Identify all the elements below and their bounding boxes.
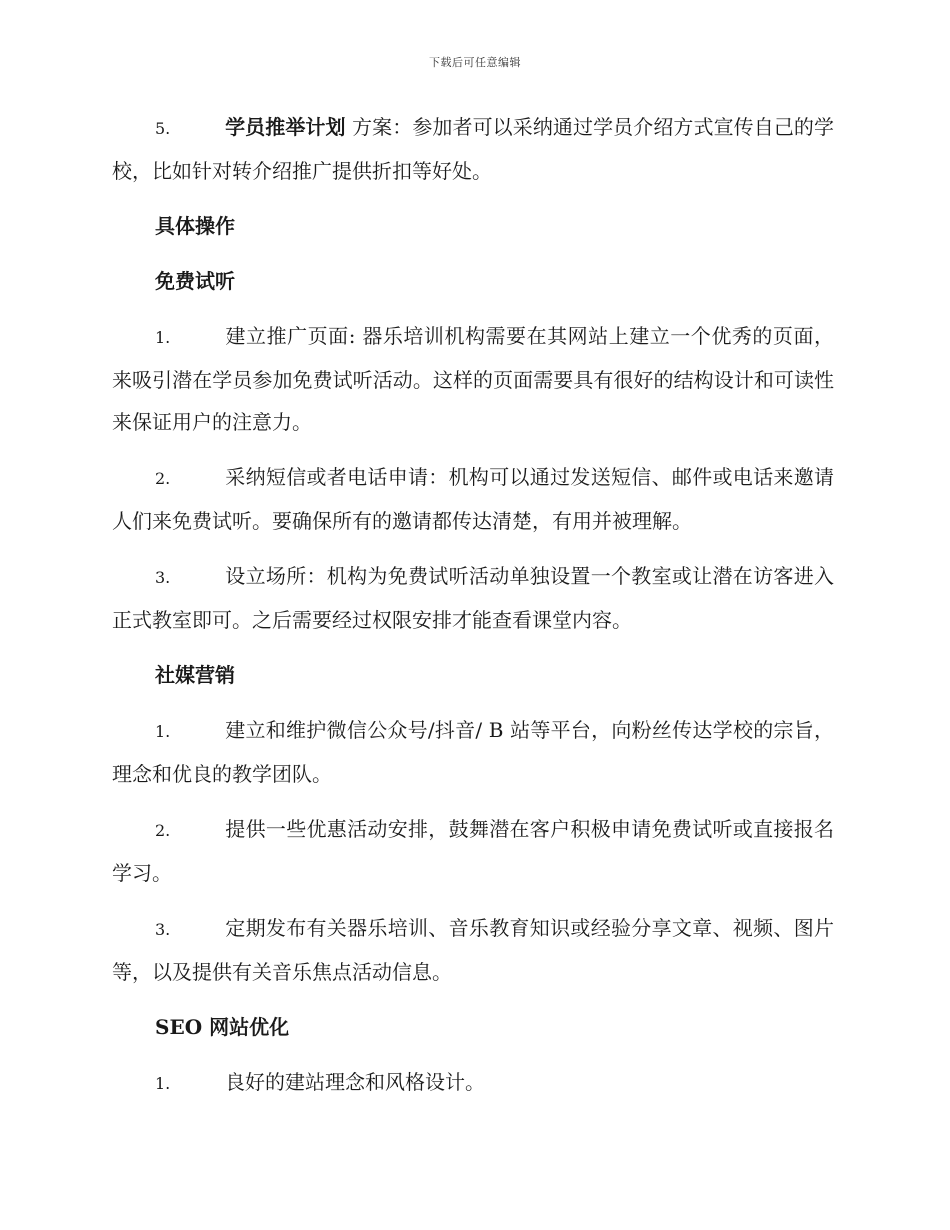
document-body [112,106,834,1118]
section-title-social-media: 社媒营销 [155,663,235,687]
list-number: 1. [155,1074,171,1093]
section-title-free-trial: 免费试听 [155,269,235,293]
list-text: 良好的建站理念和风格设计。 [225,1070,485,1094]
heading-specific-ops: 具体操作 [155,214,235,238]
list-number: 1. [155,722,171,741]
list-number: 2. [155,469,171,488]
list-item [112,808,834,894]
intro-text: 方案：参加者可以采纳通过学员介绍方式宣传自己的学校，比如针对转介绍推广提供折扣等好处。 [112,115,835,183]
intro-title: 学员推举计划 [225,115,346,139]
list-item-intro [112,106,834,192]
list-number: 3. [155,568,171,587]
list-number: 1. [155,328,171,347]
list-text: 建立推广页面: 器乐培训机构需要在其网站上建立一个优秀的页面，来吸引潜在学员参加免费试听活动。这样的页面需要具有很好的结构设计和可读性来保证用户的注意力。 [112,324,834,434]
section-title-seo: SEO 网站优化 [155,1015,290,1039]
list-text: 建立和维护微信公众号/抖音/ B 站等平台，向粉丝传达学校的宗旨，理念和优良的教学团队。 [112,718,834,786]
list-text: 设立场所：机构为免费试听活动单独设置一个教室或让潜在访客进入正式教室即可。之后需要经过权限安排才能查看课堂内容。 [112,564,834,632]
list-item [112,709,834,795]
list-text: 定期发布有关器乐培训、音乐教育知识或经验分享文章、视频、图片等，以及提供有关音乐焦点活动信息。 [112,916,834,984]
list-number: 3. [155,920,171,939]
list-number: 5. [155,119,171,138]
list-item [112,555,834,641]
list-item [112,456,834,542]
list-item [112,1061,834,1105]
list-item [112,315,834,443]
page-header: 下载后可任意编辑 [429,56,521,69]
list-text: 采纳短信或者电话申请：机构可以通过发送短信、邮件或电话来邀请人们来免费试听。要确保所有的邀请都传达清楚，有用并被理解。 [112,465,834,533]
list-text: 提供一些优惠活动安排，鼓舞潜在客户积极申请免费试听或直接报名学习。 [112,817,834,885]
list-item [112,907,834,993]
list-number: 2. [155,821,171,840]
